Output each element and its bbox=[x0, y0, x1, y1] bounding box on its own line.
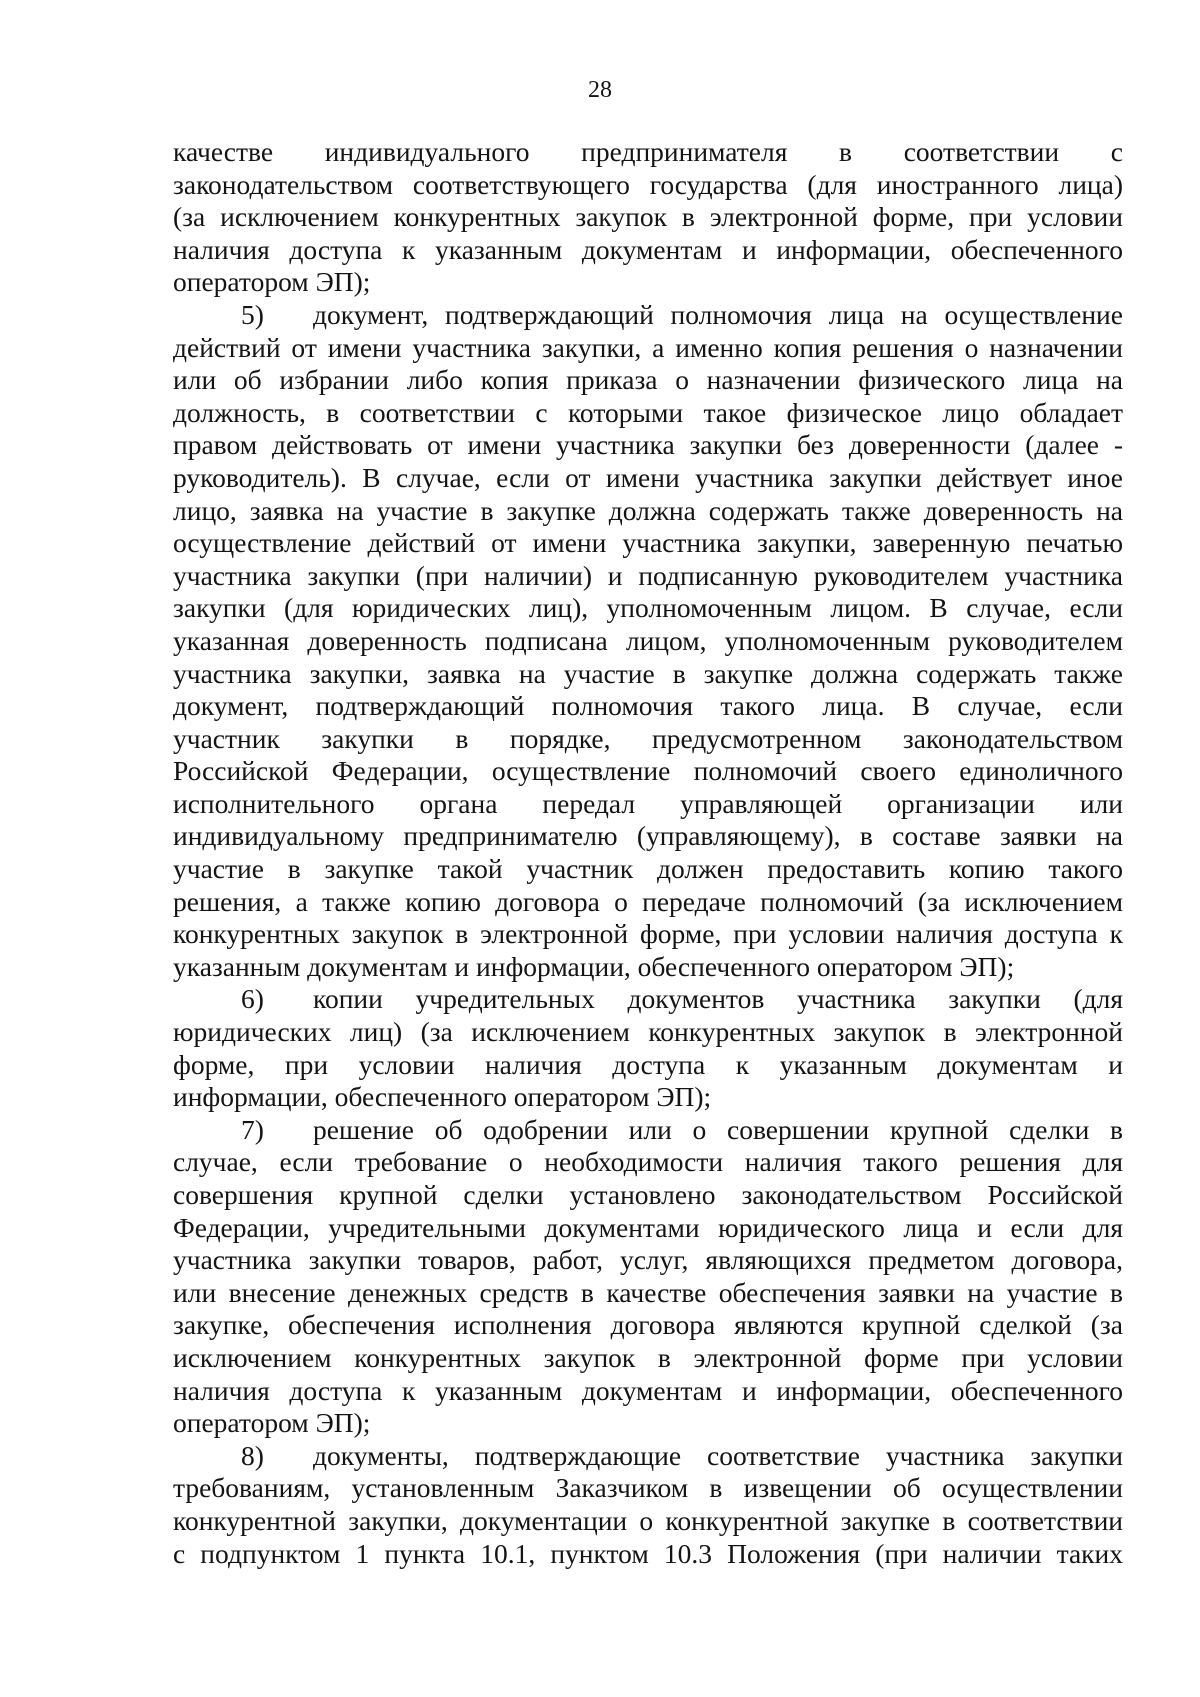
line-text: закупке, обеспечения исполнения договора являются крупной сделкой (за bbox=[173, 1309, 1123, 1341]
line-text: решения, а также копию договора о передаче полномочий (за исключением bbox=[173, 885, 1123, 917]
text-line bbox=[173, 364, 1123, 397]
text-line bbox=[173, 983, 1123, 1016]
line-text: участника закупки, заявка на участие в закупке должна содержать также bbox=[173, 657, 1123, 689]
line-text: наличия доступа к указанным документам и информации, обеспеченного bbox=[173, 233, 1123, 265]
line-text: правом действовать от имени участника закупки без доверенности (далее - bbox=[173, 429, 1123, 461]
line-text: участник закупки в порядке, предусмотренном законодательством bbox=[173, 722, 1123, 754]
paragraph bbox=[173, 983, 1123, 1113]
line-text: оператором ЭП); bbox=[173, 1407, 371, 1439]
paragraph bbox=[173, 1114, 1123, 1440]
paragraph bbox=[173, 299, 1123, 983]
line-text: Федерации, учредительными документами юридического лица и если для bbox=[173, 1211, 1123, 1243]
paragraph bbox=[173, 1440, 1123, 1570]
text-line bbox=[173, 723, 1123, 756]
line-text: оператором ЭП); bbox=[173, 266, 371, 298]
text-line bbox=[173, 1407, 1123, 1440]
line-text: юридических лиц) (за исключением конкурентных закупок в электронной bbox=[173, 1016, 1123, 1048]
line-text: участника закупки товаров, работ, услуг, являющихся предметом договора, bbox=[173, 1244, 1123, 1276]
text-line bbox=[173, 1179, 1123, 1212]
line-text: участника закупки (при наличии) и подписанную руководителем участника bbox=[173, 559, 1123, 591]
text-line bbox=[173, 136, 1123, 169]
text-line bbox=[173, 462, 1123, 495]
text-line bbox=[173, 1309, 1123, 1342]
line-text: лицо, заявка на участие в закупке должна содержать также доверенность на bbox=[173, 494, 1123, 526]
text-line bbox=[173, 886, 1123, 919]
text-line bbox=[173, 201, 1123, 234]
text-line bbox=[173, 1016, 1123, 1049]
line-text: или об избрании либо копия приказа о назначении физического лица на bbox=[173, 364, 1123, 396]
text-line bbox=[173, 820, 1123, 853]
line-text: решение об одобрении или о совершении крупной сделки в bbox=[313, 1113, 1123, 1145]
text-line bbox=[173, 1212, 1123, 1245]
text-line bbox=[173, 1505, 1123, 1538]
line-text: информации, обеспеченного оператором ЭП); bbox=[173, 1081, 712, 1113]
line-text: наличия доступа к указанным документам и информации, обеспеченного bbox=[173, 1374, 1123, 1406]
line-text: совершения крупной сделки установлено законодательством Российской bbox=[173, 1179, 1123, 1210]
line-text: (за исключением конкурентных закупок в электронной форме, при условии bbox=[173, 201, 1123, 233]
item-number: 5) bbox=[241, 298, 264, 330]
text-line bbox=[173, 1277, 1123, 1310]
line-text: индивидуальному предпринимателю (управляющему), в составе заявки на bbox=[173, 820, 1123, 852]
text-line bbox=[173, 234, 1123, 267]
line-text: участие в закупке такой участник должен предоставить копию такого bbox=[173, 853, 1123, 885]
text-line bbox=[173, 1342, 1123, 1375]
text-line bbox=[173, 1440, 1123, 1473]
text-line bbox=[173, 951, 1123, 984]
text-line bbox=[173, 1146, 1123, 1179]
line-text: исполнительного органа передал управляющей организации или bbox=[173, 787, 1123, 819]
line-text: должность, в соответствии с которыми такое физическое лицо обладает bbox=[173, 396, 1123, 428]
document-body bbox=[173, 136, 1123, 1570]
text-line bbox=[173, 429, 1123, 462]
text-line bbox=[173, 788, 1123, 821]
paragraph bbox=[173, 136, 1123, 299]
item-number: 8) bbox=[241, 1439, 264, 1471]
text-line bbox=[173, 1114, 1123, 1147]
text-line bbox=[173, 755, 1123, 788]
line-text: осуществление действий от имени участника закупки, заверенную печатью bbox=[173, 527, 1123, 559]
text-line bbox=[173, 560, 1123, 593]
line-text: указанным документам и информации, обеспеченного оператором ЭП); bbox=[173, 950, 1015, 982]
line-text: качестве индивидуального предпринимателя в соответствии с bbox=[173, 136, 1123, 167]
item-number: 6) bbox=[241, 983, 264, 1015]
line-text: копии учредительных документов участника закупки (для bbox=[313, 983, 1123, 1015]
line-text: форме, при условии наличия доступа к указанным документам и bbox=[173, 1048, 1123, 1080]
line-text: указанная доверенность подписана лицом, уполномоченным руководителем bbox=[173, 624, 1123, 656]
text-line bbox=[173, 1538, 1123, 1571]
text-line bbox=[173, 625, 1123, 658]
line-text: действий от имени участника закупки, а именно копия решения о назначении bbox=[173, 331, 1123, 363]
line-text: случае, если требование о необходимости наличия такого решения для bbox=[173, 1146, 1123, 1178]
page-number: 28 bbox=[588, 77, 612, 103]
line-text: руководитель). В случае, если от имени участника закупки действует иное bbox=[173, 461, 1123, 493]
line-text: конкурентных закупок в электронной форме, при условии наличия доступа к bbox=[173, 918, 1123, 950]
text-line bbox=[173, 1081, 1123, 1114]
text-line bbox=[173, 592, 1123, 625]
line-text: или внесение денежных средств в качестве обеспечения заявки на участие в bbox=[173, 1276, 1123, 1308]
line-text: Российской Федерации, осуществление полномочий своего единоличного bbox=[173, 755, 1123, 787]
line-text: исключением конкурентных закупок в электронной форме при условии bbox=[173, 1341, 1123, 1373]
line-text: требованиям, установленным Заказчиком в извещении об осуществлении bbox=[173, 1472, 1123, 1504]
text-line bbox=[173, 397, 1123, 430]
text-line bbox=[173, 299, 1123, 332]
text-line bbox=[173, 1244, 1123, 1277]
line-text: конкурентной закупки, документации о конкурентной закупке в соответствии bbox=[173, 1504, 1123, 1536]
text-line bbox=[173, 169, 1123, 202]
text-line bbox=[173, 527, 1123, 560]
text-line bbox=[173, 1472, 1123, 1505]
item-number: 7) bbox=[241, 1113, 264, 1145]
line-text: закупки (для юридических лиц), уполномоченным лицом. В случае, если bbox=[173, 592, 1123, 624]
text-line bbox=[173, 1049, 1123, 1082]
text-line bbox=[173, 332, 1123, 365]
text-line bbox=[173, 1375, 1123, 1408]
text-line bbox=[173, 918, 1123, 951]
line-text: документ, подтверждающий полномочия лица на осуществление bbox=[313, 298, 1123, 330]
line-text: законодательством соответствующего государства (для иностранного лица) bbox=[173, 168, 1123, 200]
text-line bbox=[173, 658, 1123, 691]
line-text: документы, подтверждающие соответствие участника закупки bbox=[313, 1439, 1123, 1471]
text-line bbox=[173, 853, 1123, 886]
line-text: с подпунктом 1 пункта 10.1, пунктом 10.3 Положения (при наличии таких bbox=[173, 1537, 1123, 1569]
text-line bbox=[173, 495, 1123, 528]
text-line bbox=[173, 266, 1123, 299]
text-line bbox=[173, 690, 1123, 723]
line-text: документ, подтверждающий полномочия такого лица. В случае, если bbox=[173, 690, 1123, 722]
